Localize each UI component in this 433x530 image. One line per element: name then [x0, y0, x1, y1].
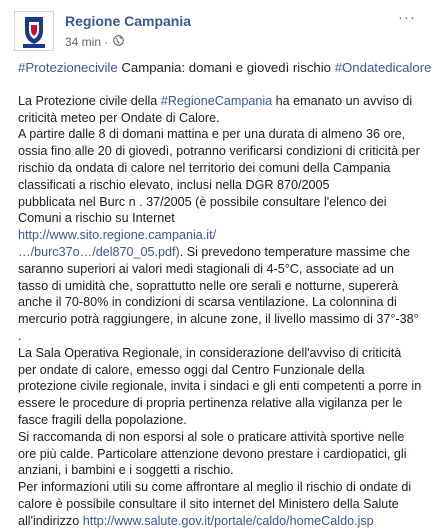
region-logo-icon — [15, 12, 53, 50]
hashtag-link[interactable]: #Ondatedicalore — [334, 60, 432, 75]
text-line: . — [18, 328, 22, 343]
text-line: La Sala Operativa Regionale, in considerazione dell'avviso di criticità — [18, 345, 402, 360]
text-line: fasce fragili della popolazione. — [18, 412, 187, 427]
text-line: protezione civile regionale, invita i sindaci e gli enti competenti a porre in — [18, 379, 422, 394]
hashtag-link[interactable]: #Protezionecivile — [18, 60, 118, 75]
text-line: ore più calde. Particolare attenzione devono prestare i cardiopatici, gli — [18, 446, 407, 461]
text-line: mercurio potrà raggiungere, in alcune zone, il livello massimo di 37°-38° — [18, 312, 419, 327]
post-body — [18, 60, 432, 530]
globe-icon — [113, 35, 124, 49]
text-line — [18, 227, 427, 244]
external-link[interactable]: http://www.sito.regione.campania.it/ — [18, 228, 217, 243]
text-fragment: . Si prevedono temperature massime che — [179, 244, 411, 259]
text-fragment: La Protezione civile della — [18, 93, 161, 108]
post-title — [18, 60, 432, 77]
text-line: per ondate di calore, emesso oggi dal Centro Funzionale della — [18, 362, 365, 377]
text-line: Comuni a rischio su Internet — [18, 211, 175, 226]
meta-separator: · — [104, 34, 109, 49]
text-line — [18, 244, 427, 261]
text-line: classificati a rischio elevato, inclusi nella DGR 870/2005 — [18, 177, 330, 192]
post-timestamp[interactable]: 34 min — [65, 34, 102, 49]
text-line: rischio da ondata di calore nel territorio dei comuni della Campania — [18, 160, 391, 175]
post-meta — [65, 34, 124, 49]
text-line: saranno superiori ai valori medi stagionali di 4-5°C, associate ad un — [18, 261, 395, 276]
text-line: calore è possibile consultare il sito internet del Ministero della Salute — [18, 496, 399, 511]
text-line: Si raccomanda di non esporsi al sole o praticare attività sportive nelle — [18, 429, 405, 444]
text-line: Per informazioni utili su come affrontare al meglio il rischio di ondate di — [18, 480, 412, 495]
text-line: A partire dalle 8 di domani mattina e per una durata di almeno 36 ore, — [18, 127, 406, 142]
text-fragment: all'indirizzo — [18, 513, 83, 528]
external-link[interactable]: http://www.salute.gov.it/portale/caldo/homeCaldo.jsp — [82, 513, 374, 528]
text-line — [18, 93, 427, 110]
text-line: ossia fino alle 20 di giovedì, potranno verificarsi condizioni di criticità per — [18, 144, 420, 159]
text-line: anziani, i bambini e i soggetti a rischio. — [18, 463, 234, 478]
more-options-icon[interactable]: ··· — [398, 9, 416, 26]
avatar[interactable] — [14, 11, 54, 51]
text-line: essere le procedure di propria pertinenza relative alla vigilanza per le — [18, 396, 403, 411]
text-line: tasso di umidità che, soprattutto nelle ore serali e notturne, supererà — [18, 278, 399, 293]
text-line: anche il 70-80% in condizioni di scarsa ventilazione. La colonnina di — [18, 295, 397, 310]
page-name-link[interactable]: Regione Campania — [65, 13, 192, 29]
external-link[interactable]: …/burc37o…/del870_05.pdf) — [18, 244, 180, 259]
hashtag-link[interactable]: #RegioneCampania — [160, 93, 273, 108]
post-header — [14, 11, 419, 53]
text-fragment: ha emanato un avviso di — [272, 93, 413, 108]
text-line — [18, 513, 427, 530]
title-text: Campania: domani e giovedì rischio — [117, 60, 335, 75]
text-line: criticità meteo per Ondate di Calore. — [18, 110, 220, 125]
text-line: pubblicata nel Burc n . 37/2005 (è possibile consultare l'elenco dei — [18, 194, 387, 209]
